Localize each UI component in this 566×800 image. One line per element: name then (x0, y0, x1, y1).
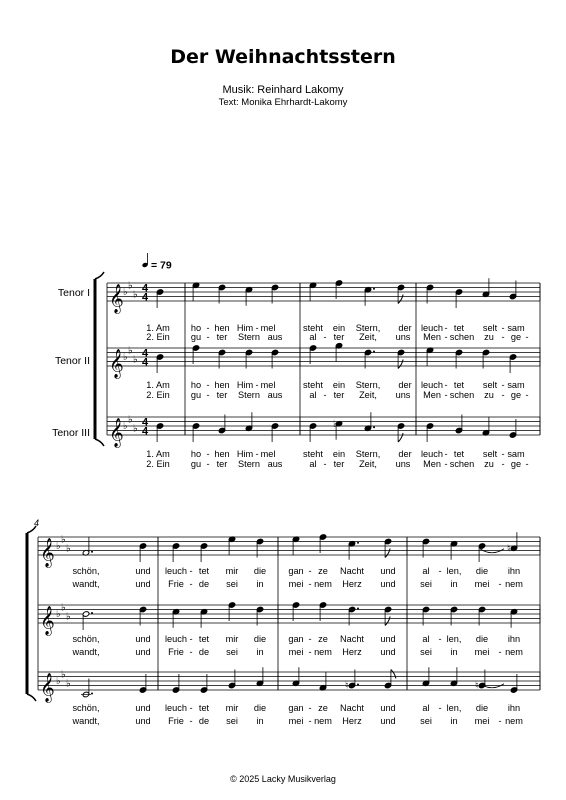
lyric-syllable: sam (507, 380, 525, 390)
lyric-syllable: leuch (165, 566, 187, 576)
lyric-syllable: - (525, 459, 529, 469)
treble-clef-icon: 𝄞 (40, 538, 55, 567)
lyric-syllable: sam (507, 449, 525, 459)
lyric-syllable: de (198, 579, 210, 589)
lyric-syllable: Stern (238, 332, 260, 342)
lyric-syllable: mei (288, 716, 304, 726)
lyric-syllable: - (501, 323, 505, 333)
note-flag (385, 549, 390, 558)
lyric-syllable: 2. Ein (146, 459, 170, 469)
lyric-syllable: - (189, 647, 193, 657)
augmentation-dot (357, 684, 359, 686)
lyric-syllable: sei (226, 647, 238, 657)
lyric-syllable: 1. Am (146, 380, 170, 390)
lyric-syllable: nem (314, 579, 332, 589)
bracket-hook (95, 439, 104, 446)
lyric-syllable: - (206, 323, 210, 333)
lyric-syllable: und (135, 634, 151, 644)
lyric-syllable: ter (216, 332, 228, 342)
lyric-syllable: - (444, 390, 448, 400)
lyric-syllable: gu (190, 390, 202, 400)
lyric-syllable: sam (507, 323, 525, 333)
lyric-syllable: und (380, 634, 396, 644)
lyric-syllable: Frie (168, 647, 184, 657)
lyric-syllable: - (444, 332, 448, 342)
lyric-syllable: schön, (72, 566, 100, 576)
lyric-syllable: und (135, 566, 151, 576)
flat-sign: ♭ (66, 611, 71, 623)
lyric-syllable: sei (420, 716, 432, 726)
lyric-syllable: - (444, 380, 448, 390)
lyric-syllable: der (398, 380, 412, 390)
lyric-syllable: - (189, 566, 193, 576)
lyric-syllable: Nacht (339, 703, 365, 713)
lyric-syllable: sei (226, 579, 238, 589)
lyric-syllable: - (308, 647, 312, 657)
lyric-syllable: - (501, 332, 505, 342)
lyric-syllable: mei (288, 647, 304, 657)
lyric-syllable: - (189, 703, 193, 713)
lyric-syllable: mel (260, 449, 276, 459)
lyric-syllable: - (308, 579, 312, 589)
natural-sign: ♮ (475, 680, 479, 692)
lyric-syllable: - (206, 380, 210, 390)
lyric-syllable: tet (453, 323, 465, 333)
lyric-syllable: nem (505, 716, 523, 726)
lyric-syllable: - (308, 716, 312, 726)
lyric-syllable: mei (474, 579, 490, 589)
lyric-syllable: schön, (72, 634, 100, 644)
lyric-syllable: ge (510, 332, 522, 342)
lyric-syllable: ho (190, 380, 202, 390)
lyric-syllable: al (422, 566, 430, 576)
flat-sign: ♭ (66, 543, 71, 555)
lyric-syllable: gan (288, 566, 304, 576)
lyric-syllable: ter (216, 459, 228, 469)
flat-sign: ♭ (66, 678, 71, 690)
lyric-syllable: al (309, 390, 317, 400)
lyric-syllable: die (253, 566, 267, 576)
bracket-hook (95, 272, 104, 279)
lyric-syllable: ihn (507, 566, 521, 576)
measure-number: 4 (34, 518, 40, 528)
lyric-syllable: hen (214, 449, 230, 459)
lyricist-credit: Text: Monika Ehrhardt-Lakomy (218, 97, 348, 108)
lyric-syllable: in (256, 647, 264, 657)
note-flag (398, 295, 403, 304)
lyric-syllable: ze (318, 634, 328, 644)
lyric-syllable: tet (198, 634, 210, 644)
lyric-syllable: die (475, 634, 489, 644)
flat-sign: ♭ (133, 354, 138, 366)
augmentation-dot (357, 542, 359, 544)
note-flag (391, 670, 396, 679)
augmentation-dot (373, 288, 375, 290)
time-signature-bottom: 4 (141, 291, 149, 304)
voice-label: Tenor II (54, 355, 90, 367)
lyric-syllable: - (206, 332, 210, 342)
lyric-syllable: - (501, 459, 505, 469)
lyric-syllable: Nacht (339, 634, 365, 644)
augmentation-dot (373, 426, 375, 428)
lyric-syllable: leuch (165, 634, 187, 644)
lyric-syllable: schen (449, 390, 475, 400)
lyric-syllable: - (444, 459, 448, 469)
lyric-syllable: - (206, 459, 210, 469)
note-flag (385, 617, 390, 626)
lyric-syllable: 1. Am (146, 449, 170, 459)
lyric-syllable: Men (423, 332, 441, 342)
lyric-syllable: ter (216, 390, 228, 400)
natural-sign: ♮ (507, 543, 511, 555)
flat-sign: ♭ (133, 289, 138, 301)
lyric-syllable: de (198, 716, 210, 726)
lyric-syllable: ter (333, 332, 345, 342)
treble-clef-icon: 𝄞 (40, 673, 55, 702)
flat-sign: ♭ (61, 602, 66, 614)
lyric-syllable: ge (510, 459, 522, 469)
lyric-syllable: Stern, (355, 323, 381, 333)
lyric-syllable: aus (267, 459, 283, 469)
lyric-syllable: gu (190, 332, 202, 342)
lyric-syllable: Men (423, 390, 441, 400)
flat-sign: ♭ (128, 345, 133, 357)
lyric-syllable: Herz (342, 647, 362, 657)
lyric-syllable: - (444, 323, 448, 333)
natural-sign: ♮ (345, 680, 349, 692)
lyric-syllable: Zeit, (359, 332, 377, 342)
lyric-syllable: die (253, 703, 267, 713)
lyric-syllable: Men (423, 459, 441, 469)
page-title: Der Weihnachtsstern (170, 46, 396, 68)
tempo-marking: = 79 (151, 259, 172, 272)
bracket-hook (27, 694, 36, 701)
lyric-syllable: sei (420, 647, 432, 657)
lyric-syllable: - (438, 634, 442, 644)
lyric-syllable: - (501, 390, 505, 400)
lyric-syllable: und (380, 579, 396, 589)
lyric-syllable: - (323, 390, 327, 400)
note-flag (398, 433, 403, 442)
lyric-syllable: sei (226, 716, 238, 726)
lyric-syllable: gu (190, 459, 202, 469)
flat-sign: ♭ (333, 418, 338, 430)
lyric-syllable: selt (482, 449, 498, 459)
lyric-syllable: ho (190, 449, 202, 459)
flat-sign: ♭ (56, 541, 61, 553)
lyric-syllable: 2. Ein (146, 332, 170, 342)
lyric-syllable: - (501, 449, 505, 459)
lyric-syllable: zu (484, 459, 494, 469)
lyric-syllable: tet (453, 449, 465, 459)
flat-sign: ♭ (61, 669, 66, 681)
lyric-syllable: steht (303, 380, 323, 390)
lyric-syllable: Herz (342, 716, 362, 726)
lyric-syllable: leuch (165, 703, 187, 713)
lyric-syllable: tet (453, 380, 465, 390)
augmentation-dot (357, 608, 359, 610)
lyric-syllable: selt (482, 380, 498, 390)
lyric-syllable: - (498, 716, 502, 726)
lyric-syllable: ze (318, 703, 328, 713)
flat-sign: ♭ (56, 676, 61, 688)
augmentation-dot (91, 612, 93, 614)
lyric-syllable: - (525, 332, 529, 342)
lyric-syllable: al (309, 332, 317, 342)
lyric-syllable: wandt, (72, 647, 100, 657)
treble-clef-icon: 𝄞 (109, 284, 124, 313)
lyric-syllable: sei (420, 579, 432, 589)
lyric-syllable: steht (303, 323, 323, 333)
lyric-syllable: und (380, 703, 396, 713)
lyric-syllable: wandt, (72, 579, 100, 589)
lyric-syllable: mir (225, 703, 239, 713)
lyric-syllable: ihn (507, 703, 521, 713)
lyric-syllable: al (422, 703, 430, 713)
time-signature-top: 4 (141, 416, 149, 429)
lyric-syllable: nem (314, 716, 332, 726)
lyric-syllable: - (206, 449, 210, 459)
lyric-syllable: schön, (72, 703, 100, 713)
lyric-syllable: nem (505, 647, 523, 657)
time-signature-bottom: 4 (141, 425, 149, 438)
voice-label: Tenor I (57, 287, 90, 299)
lyric-syllable: - (308, 566, 312, 576)
lyric-syllable: wandt, (72, 716, 100, 726)
time-signature-top: 4 (141, 347, 149, 360)
lyric-syllable: - (323, 332, 327, 342)
lyric-syllable: hen (214, 380, 230, 390)
lyric-syllable: in (450, 579, 458, 589)
lyric-syllable: steht (303, 449, 323, 459)
flat-sign: ♭ (128, 280, 133, 292)
augmentation-dot (373, 351, 375, 353)
lyric-syllable: - (498, 647, 502, 657)
lyric-syllable: leuch (421, 380, 443, 390)
lyric-syllable: schen (449, 332, 475, 342)
lyric-syllable: - (255, 380, 259, 390)
lyric-syllable: der (398, 323, 412, 333)
lyric-syllable: Him (236, 323, 254, 333)
lyric-syllable: uns (395, 459, 411, 469)
flat-sign: ♭ (133, 423, 138, 435)
lyric-syllable: zu (484, 332, 494, 342)
lyric-syllable: nem (314, 647, 332, 657)
lyric-syllable: mei (474, 716, 490, 726)
bracket-hook (27, 526, 36, 533)
lyric-syllable: nem (505, 579, 523, 589)
lyric-syllable: ho (190, 323, 202, 333)
lyric-syllable: Stern (238, 459, 260, 469)
time-signature-bottom: 4 (141, 356, 149, 369)
lyric-syllable: die (475, 566, 489, 576)
lyric-syllable: ge (510, 390, 522, 400)
lyric-syllable: Frie (168, 716, 184, 726)
lyric-syllable: in (256, 579, 264, 589)
flat-sign: ♭ (123, 352, 128, 364)
lyric-syllable: ein (332, 380, 346, 390)
lyric-syllable: in (450, 716, 458, 726)
lyric-syllable: Nacht (339, 566, 365, 576)
lyric-syllable: - (206, 390, 210, 400)
lyric-syllable: und (135, 716, 151, 726)
lyric-syllable: und (135, 703, 151, 713)
lyric-syllable: leuch (421, 449, 443, 459)
treble-clef-icon: 𝄞 (109, 418, 124, 447)
lyric-syllable: leuch (421, 323, 443, 333)
time-signature-top: 4 (141, 282, 149, 295)
lyric-syllable: - (438, 703, 442, 713)
lyric-syllable: Him (236, 380, 254, 390)
lyric-syllable: hen (214, 323, 230, 333)
lyric-syllable: - (444, 449, 448, 459)
lyric-syllable: aus (267, 332, 283, 342)
lyric-syllable: Zeit, (359, 459, 377, 469)
lyric-syllable: uns (395, 390, 411, 400)
lyric-syllable: - (255, 323, 259, 333)
lyric-syllable: Stern (238, 390, 260, 400)
voice-label: Tenor III (52, 427, 90, 439)
note-flag (398, 360, 403, 369)
lyric-syllable: Zeit, (359, 390, 377, 400)
flat-sign: ♭ (61, 534, 66, 546)
lyric-syllable: mei (474, 647, 490, 657)
lyric-syllable: - (189, 716, 193, 726)
lyric-syllable: de (198, 647, 210, 657)
lyric-syllable: Stern, (355, 449, 381, 459)
lyric-syllable: ein (332, 449, 346, 459)
flat-sign: ♭ (123, 421, 128, 433)
lyric-syllable: gan (288, 703, 304, 713)
lyric-syllable: tet (198, 703, 210, 713)
lyric-syllable: mei (288, 579, 304, 589)
lyric-syllable: ze (318, 566, 328, 576)
lyric-syllable: Herz (342, 579, 362, 589)
lyric-syllable: - (498, 579, 502, 589)
copyright: © 2025 Lacky Musikverlag (230, 774, 336, 784)
lyric-syllable: - (308, 703, 312, 713)
treble-clef-icon: 𝄞 (40, 606, 55, 635)
lyric-syllable: mir (225, 566, 239, 576)
composer-credit: Musik: Reinhard Lakomy (222, 84, 344, 96)
treble-clef-icon: 𝄞 (109, 349, 124, 378)
augmentation-dot (91, 551, 93, 553)
lyric-syllable: len, (446, 566, 462, 576)
lyric-syllable: ihn (507, 634, 521, 644)
lyric-syllable: - (323, 459, 327, 469)
lyric-syllable: selt (482, 323, 498, 333)
lyric-syllable: und (135, 579, 151, 589)
lyric-syllable: und (380, 647, 396, 657)
lyric-syllable: ein (332, 323, 346, 333)
lyric-syllable: 2. Ein (146, 390, 170, 400)
lyric-syllable: uns (395, 332, 411, 342)
lyric-syllable: ter (333, 390, 345, 400)
lyric-syllable: die (475, 703, 489, 713)
lyric-syllable: die (253, 634, 267, 644)
lyric-syllable: mir (225, 634, 239, 644)
lyric-syllable: Stern, (355, 380, 381, 390)
lyric-syllable: al (309, 459, 317, 469)
lyric-syllable: und (380, 566, 396, 576)
lyric-syllable: der (398, 449, 412, 459)
lyric-syllable: ter (333, 459, 345, 469)
lyric-syllable: und (380, 716, 396, 726)
lyric-syllable: - (438, 566, 442, 576)
lyric-syllable: len, (446, 703, 462, 713)
lyric-syllable: - (255, 449, 259, 459)
lyric-syllable: aus (267, 390, 283, 400)
lyric-syllable: - (525, 390, 529, 400)
lyric-syllable: und (135, 647, 151, 657)
lyric-syllable: gan (288, 634, 304, 644)
lyric-syllable: - (189, 579, 193, 589)
lyric-syllable: len, (446, 634, 462, 644)
lyric-syllable: Frie (168, 579, 184, 589)
lyric-syllable: schen (449, 459, 475, 469)
lyric-syllable: in (450, 647, 458, 657)
lyric-syllable: mel (260, 323, 276, 333)
flat-sign: ♭ (128, 414, 133, 426)
lyric-syllable: al (422, 634, 430, 644)
lyric-syllable: - (189, 634, 193, 644)
lyric-syllable: tet (198, 566, 210, 576)
lyric-syllable: - (308, 634, 312, 644)
lyric-syllable: mel (260, 380, 276, 390)
lyric-syllable: 1. Am (146, 323, 170, 333)
lyric-syllable: - (501, 380, 505, 390)
lyric-syllable: Him (236, 449, 254, 459)
flat-sign: ♭ (123, 287, 128, 299)
lyric-syllable: in (256, 716, 264, 726)
flat-sign: ♭ (56, 609, 61, 621)
augmentation-dot (91, 693, 93, 695)
lyric-syllable: zu (484, 390, 494, 400)
